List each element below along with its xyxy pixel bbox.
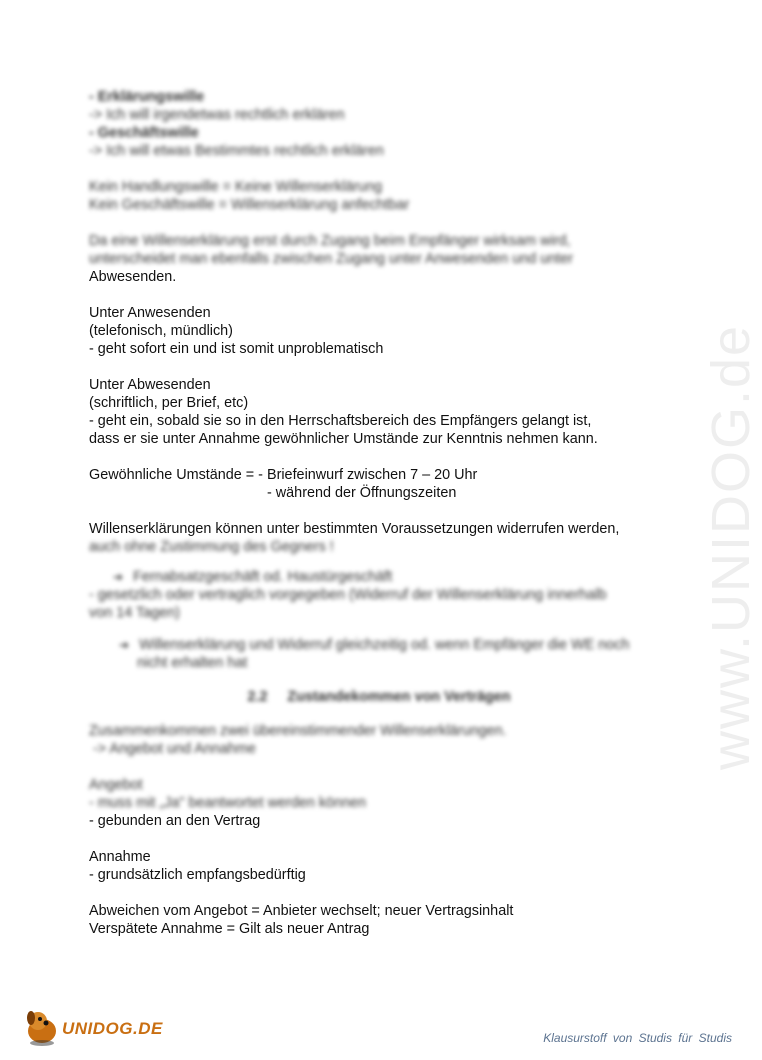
text-line: von 14 Tagen): [89, 605, 180, 621]
text-line: - muss mit „Ja" beantwortet werden können: [89, 795, 367, 811]
text-line: Gewöhnliche Umstände = - Briefeinwurf zwischen 7 – 20 Uhr: [89, 467, 478, 483]
text-line: - gesetzlich oder vertraglich vorgegeben (Widerruf der Willenserklärung innerhalb: [89, 587, 607, 603]
watermark: www.UNIDOG.de: [701, 323, 761, 770]
text-line: - Erklärungswille: [89, 89, 205, 105]
text-line: - während der Öffnungszeiten: [267, 485, 457, 501]
text-line: Angebot: [89, 777, 143, 793]
unidog-logo: [20, 1005, 163, 1050]
arrow-bullet-icon: ➔: [113, 570, 124, 584]
arrow-bullet-icon: ➔: [119, 638, 130, 652]
document-body: [89, 88, 669, 938]
logo-text: UNIDOG.DE: [62, 1019, 163, 1038]
text-line: (schriftlich, per Brief, etc): [89, 395, 249, 411]
text-line: unterscheidet man ebenfalls zwischen Zugang unter Anwesenden und unter: [89, 251, 574, 267]
bullet-item: ➔ Willenserklärung und Widerruf gleichzeitig od. wenn Empfänger die WE noch: [119, 637, 630, 653]
section-heading: 2.2 Zustandekommen von Verträgen: [247, 689, 511, 705]
text-line: -> Ich will etwas Bestimmtes rechtlich erklären: [89, 143, 384, 159]
text-line: Abweichen vom Angebot = Anbieter wechselt; neuer Vertragsinhalt: [89, 903, 514, 919]
text-line: (telefonisch, mündlich): [89, 323, 233, 339]
text-line: - gebunden an den Vertrag: [89, 813, 261, 829]
text-line: Kein Handlungswille = Keine Willenserklärung: [89, 179, 383, 195]
text-line: Verspätete Annahme = Gilt als neuer Antrag: [89, 921, 370, 937]
text-line: Zusammenkommen zwei übereinstimmender Willenserklärungen.: [89, 723, 507, 739]
dog-mascot-icon: [20, 1005, 64, 1049]
text-line: - Geschäftswille: [89, 125, 199, 141]
text-line: - geht ein, sobald sie so in den Herrschaftsbereich des Empfängers gelangt ist,: [89, 413, 592, 429]
text-line: -> Ich will irgendetwas rechtlich erklären: [89, 107, 345, 123]
text-line: -> Angebot und Annahme: [89, 741, 256, 757]
text-line: Da eine Willenserklärung erst durch Zugang beim Empfänger wirksam wird,: [89, 233, 571, 249]
bullet-item: ➔ Fernabsatzgeschäft od. Haustürgeschäft: [113, 569, 393, 585]
text-line: Unter Abwesenden: [89, 377, 211, 393]
text-line: nicht erhalten hat: [137, 655, 248, 671]
text-line: Abwesenden.: [89, 269, 177, 285]
text-line: Unter Anwesenden: [89, 305, 211, 321]
text-line: auch ohne Zustimmung des Gegners !: [89, 539, 334, 555]
footer-tagline: Klausurstoff von Studis für Studis: [543, 1031, 732, 1045]
text-line: - geht sofort ein und ist somit unproblematisch: [89, 341, 384, 357]
text-line: Annahme: [89, 849, 151, 865]
text-line: Willenserklärungen können unter bestimmten Voraussetzungen widerrufen werden,: [89, 521, 620, 537]
text-line: - grundsätzlich empfangsbedürftig: [89, 867, 306, 883]
text-line: dass er sie unter Annahme gewöhnlicher Umstände zur Kenntnis nehmen kann.: [89, 431, 598, 447]
text-line: Kein Geschäftswille = Willenserklärung anfechtbar: [89, 197, 410, 213]
